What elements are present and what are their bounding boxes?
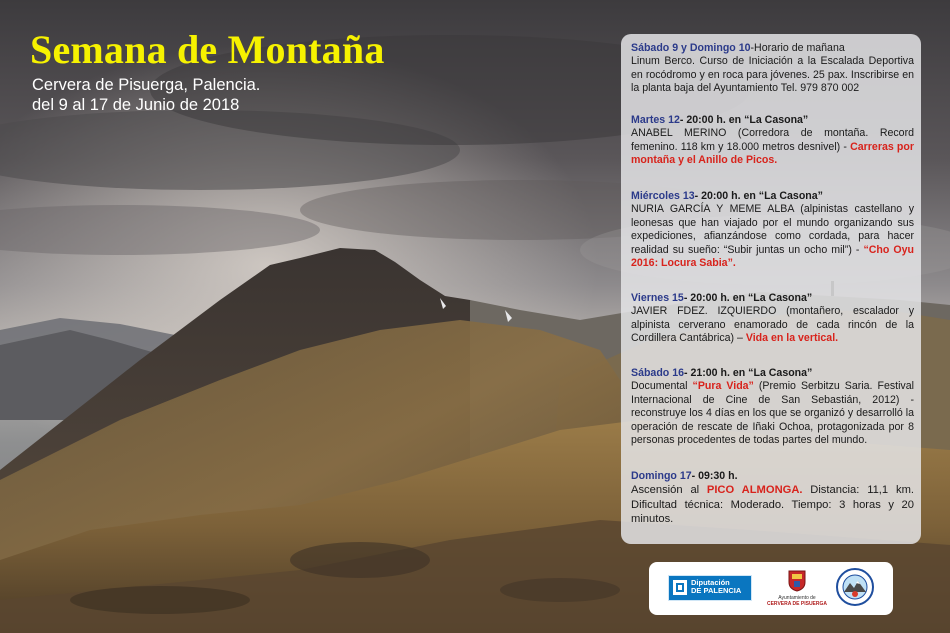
diputacion-palencia-logo [668,575,752,601]
program-panel [621,34,921,544]
poster-dates: del 9 al 17 de Junio de 2018 [32,96,240,114]
event-date: Viernes 15 [631,292,684,304]
event-summit-name: PICO ALMONGA. [706,484,803,497]
event-sabado-16 [631,367,914,447]
event-date: Miércoles 13 [631,190,695,202]
ayuntamiento-line1: Ayuntamiento de [778,595,816,601]
event-domingo-17 [631,470,914,527]
event-date: Sábado 16 [631,367,684,379]
event-miercoles-13 [631,190,914,270]
diputacion-line1: Diputación [691,578,730,587]
event-description-lead: Documental [631,380,688,393]
event-description: Distancia: 11,1 km. Dificultad técnica: Moderado. Tiempo: 3 horas y 20 minutos. [631,484,914,526]
event-talk-title: Vida en la vertical. [745,332,839,345]
poster-title: Semana de Montaña [30,27,385,72]
event-film-title: “Pura Vida” [692,380,754,393]
event-description: (Premio Serbitzu Saria. Festival Internacional de Cine de San Sebastián, 2012) - reconstruye los 4 días en los que se organizó y desarrolló la operación de rescate de Iñaki Ochoa, protagonizada por 8 personas procedentes de todas partes del mundo. [631,380,914,447]
event-time-place: - 21:00 h. en “La Casona” [684,367,813,379]
mountain-club-emblem-icon [836,568,874,606]
event-time-place: - 20:00 h. en “La Casona” [694,190,823,202]
event-talk-title: “Cho Oyu 2016: Locura Sabia”. [631,243,915,270]
event-date: Domingo 17 [631,470,692,482]
event-date: Sábado 9 y Domingo 10 [631,42,751,54]
event-viernes-15 [631,292,914,346]
event-description: JAVIER FDEZ. IZQUIERDO (montañero, escalador y alpinista cerverano enamorado de cada rincón de la Cordillera Cantábrica) – [631,305,914,345]
event-time-place: -Horario de mañana [750,42,845,54]
diputacion-line2: DE PALENCIA [691,586,742,595]
event-martes-12 [631,114,914,168]
event-date: Martes 12 [631,114,680,126]
event-description: Linum Berco. Curso de Iniciación a la Escalada Deportiva en rocódromo y en roca para jóvenes. 25 pax. Inscribirse en la planta baja del Ayuntamiento Tel. 979 870 002 [631,55,914,95]
event-description: NURIA GARCÍA Y MEME ALBA (alpinistas castellano y leonesas que han viajado por el mundo organizando sus expediciones, afianzándose como cordada, para hacer realidad su sueño: “Subir juntas un ocho mil”) - [631,203,914,256]
poster-location: Cervera de Pisuerga, Palencia. [32,76,261,94]
event-time-place: - 20:00 h. en “La Casona” [679,114,809,126]
ayuntamiento-line2: CERVERA DE PISUERGA [766,601,827,607]
event-sabado-9-domingo-10 [631,42,914,96]
event-description-lead: Ascensión al [631,484,700,497]
event-talk-title: Carreras por montaña y el Anillo de Picos. [631,140,914,167]
diputacion-emblem-icon [673,580,687,595]
coat-of-arms-icon [788,570,806,592]
ayuntamiento-cervera-logo [764,570,830,612]
event-time-place: - 20:00 h. en “La Casona” [683,292,813,304]
event-description: ANABEL MERINO (Corredora de montaña. Record femenino. 118 km y 18.000 metros desnivel) - [631,127,914,153]
event-time-place: - 09:30 h. [691,470,738,482]
